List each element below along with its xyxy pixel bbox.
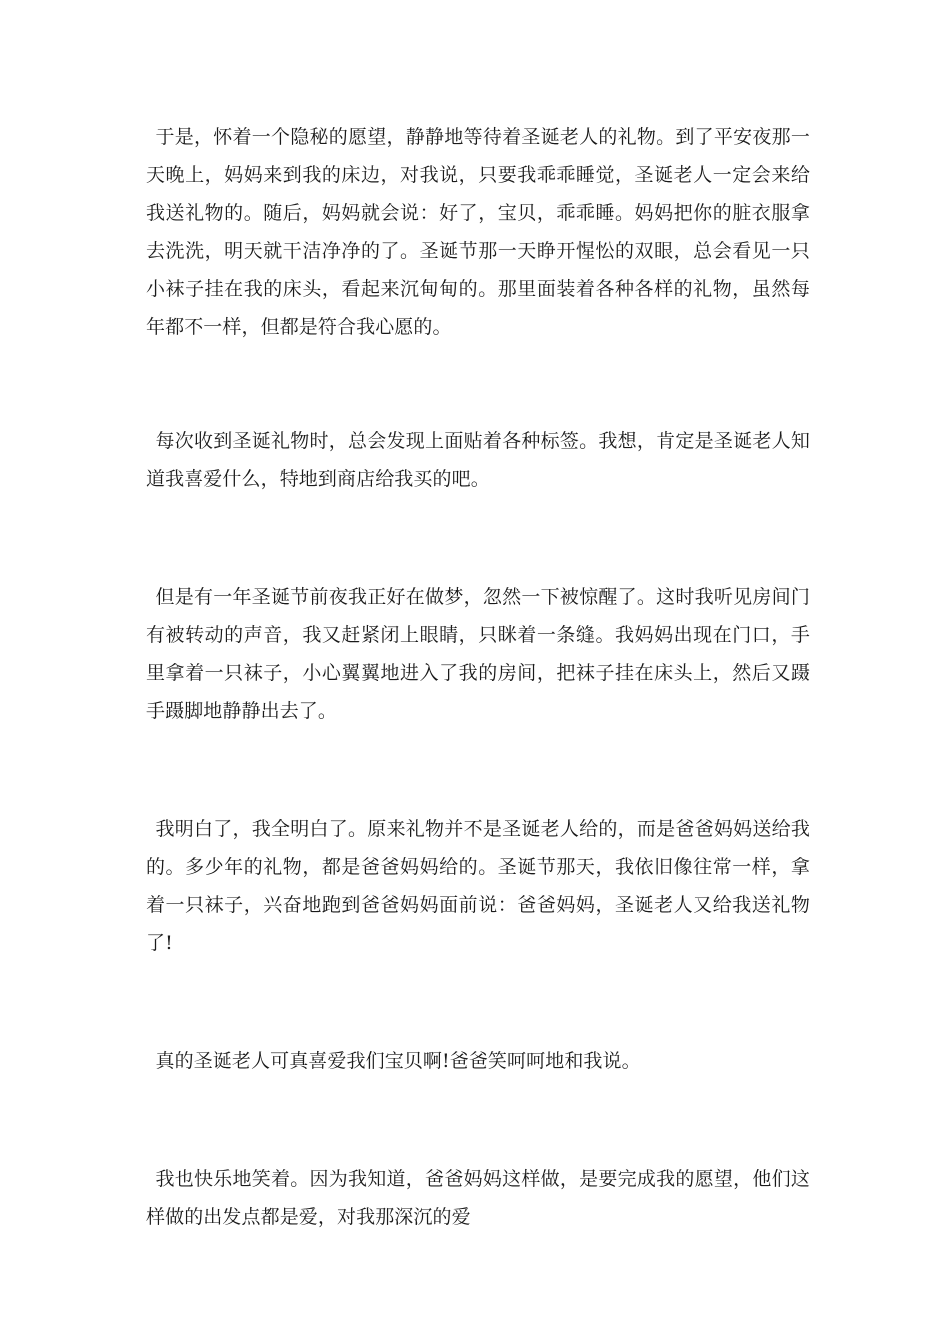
paragraph-2: 每次收到圣诞礼物时，总会发现上面贴着各种标签。我想，肯定是圣诞老人知道我喜爱什么，特地到商店给我买的吧。 <box>146 430 810 490</box>
paragraph-5: 真的圣诞老人可真喜爱我们宝贝啊!爸爸笑呵呵地和我说。 <box>155 1050 641 1072</box>
document-page <box>146 118 810 1236</box>
paragraph-6: 我也快乐地笑着。因为我知道，爸爸妈妈这样做，是要完成我的愿望，他们这样做的出发点都是爱，对我那深沉的爱 <box>146 1168 810 1228</box>
paragraph-3: 但是有一年圣诞节前夜我正好在做梦，忽然一下被惊醒了。这时我听见房间门有被转动的声音，我又赶紧闭上眼睛，只眯着一条缝。我妈妈出现在门口，手里拿着一只袜子，小心翼翼地进入了我的房间，把袜子挂在床头上，然后又蹑手蹑脚地静静出去了。 <box>146 586 810 722</box>
paragraph-4: 我明白了，我全明白了。原来礼物并不是圣诞老人给的，而是爸爸妈妈送给我的。多少年的礼物，都是爸爸妈妈给的。圣诞节那天，我依旧像往常一样，拿着一只袜子，兴奋地跑到爸爸妈妈面前说：爸爸妈妈，圣诞老人又给我送礼物了! <box>146 818 810 954</box>
paragraph-1: 于是，怀着一个隐秘的愿望，静静地等待着圣诞老人的礼物。到了平安夜那一天晚上，妈妈来到我的床边，对我说，只要我乖乖睡觉，圣诞老人一定会来给我送礼物的。随后，妈妈就会说：好了，宝贝，乖乖睡。妈妈把你的脏衣服拿去洗洗，明天就干洁净净的了。圣诞节那一天睁开惺忪的双眼，总会看见一只小袜子挂在我的床头，看起来沉甸甸的。那里面装着各种各样的礼物，虽然每年都不一样，但都是符合我心愿的。 <box>146 126 810 338</box>
